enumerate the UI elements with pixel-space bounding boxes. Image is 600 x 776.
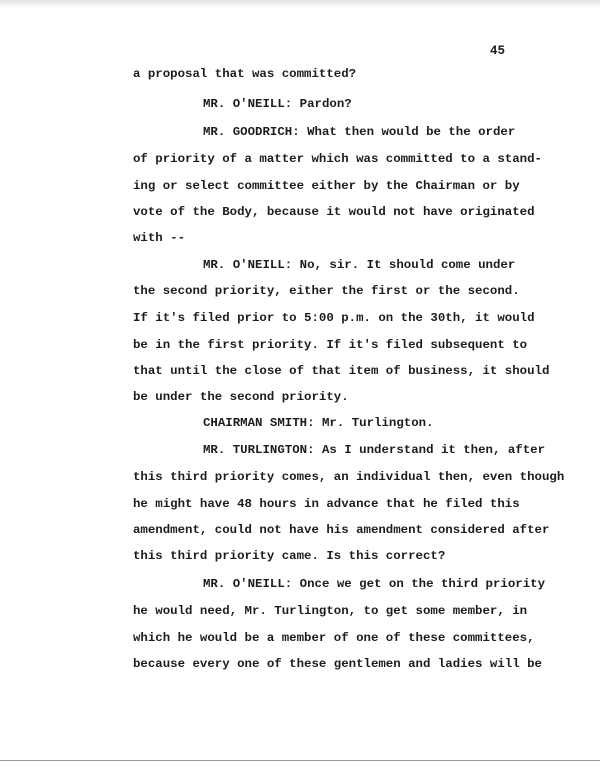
transcript-line: MR. TURLINGTON: As I understand it then, after — [203, 443, 546, 457]
transcript-line: because every one of these gentlemen and ladies will be — [133, 657, 542, 671]
transcript-line: be in the first priority. If it's filed subsequent to — [133, 338, 528, 352]
transcript-line: MR. O'NEILL: No, sir. It should come under — [203, 258, 516, 272]
transcript-line: a proposal that was committed? — [133, 67, 357, 81]
transcript-line: of priority of a matter which was committed to a stand- — [133, 152, 542, 166]
transcript-line: that until the close of that item of business, it should — [133, 364, 550, 378]
transcript-line: be under the second priority. — [133, 390, 349, 404]
transcript-line: If it's filed prior to 5:00 p.m. on the 30th, it would — [133, 311, 535, 325]
transcript-line: ing or select committee either by the Chairman or by — [133, 179, 520, 193]
transcript-line: this third priority comes, an individual then, even though — [133, 470, 565, 484]
transcript-line: CHAIRMAN SMITH: Mr. Turlington. — [203, 416, 434, 430]
transcript-line: which he would be a member of one of these committees, — [133, 631, 535, 645]
page-number: 45 — [490, 44, 506, 58]
page-bottom-rule — [0, 760, 600, 761]
transcript-line: amendment, could not have his amendment considered after — [133, 523, 550, 537]
transcript-line: vote of the Body, because it would not have originated — [133, 205, 535, 219]
transcript-line: this third priority came. Is this correct? — [133, 549, 446, 563]
transcript-line: with -- — [133, 231, 186, 245]
transcript-line: MR. O'NEILL: Once we get on the third priority — [203, 577, 546, 591]
transcript-line: he might have 48 hours in advance that he filed this — [133, 497, 520, 511]
transcript-line: the second priority, either the first or the second. — [133, 284, 520, 298]
scan-edge — [0, 0, 600, 8]
transcript-line: MR. GOODRICH: What then would be the order — [203, 125, 516, 139]
transcript-line: MR. O'NEILL: Pardon? — [203, 97, 352, 111]
transcript-line: he would need, Mr. Turlington, to get some member, in — [133, 604, 528, 618]
